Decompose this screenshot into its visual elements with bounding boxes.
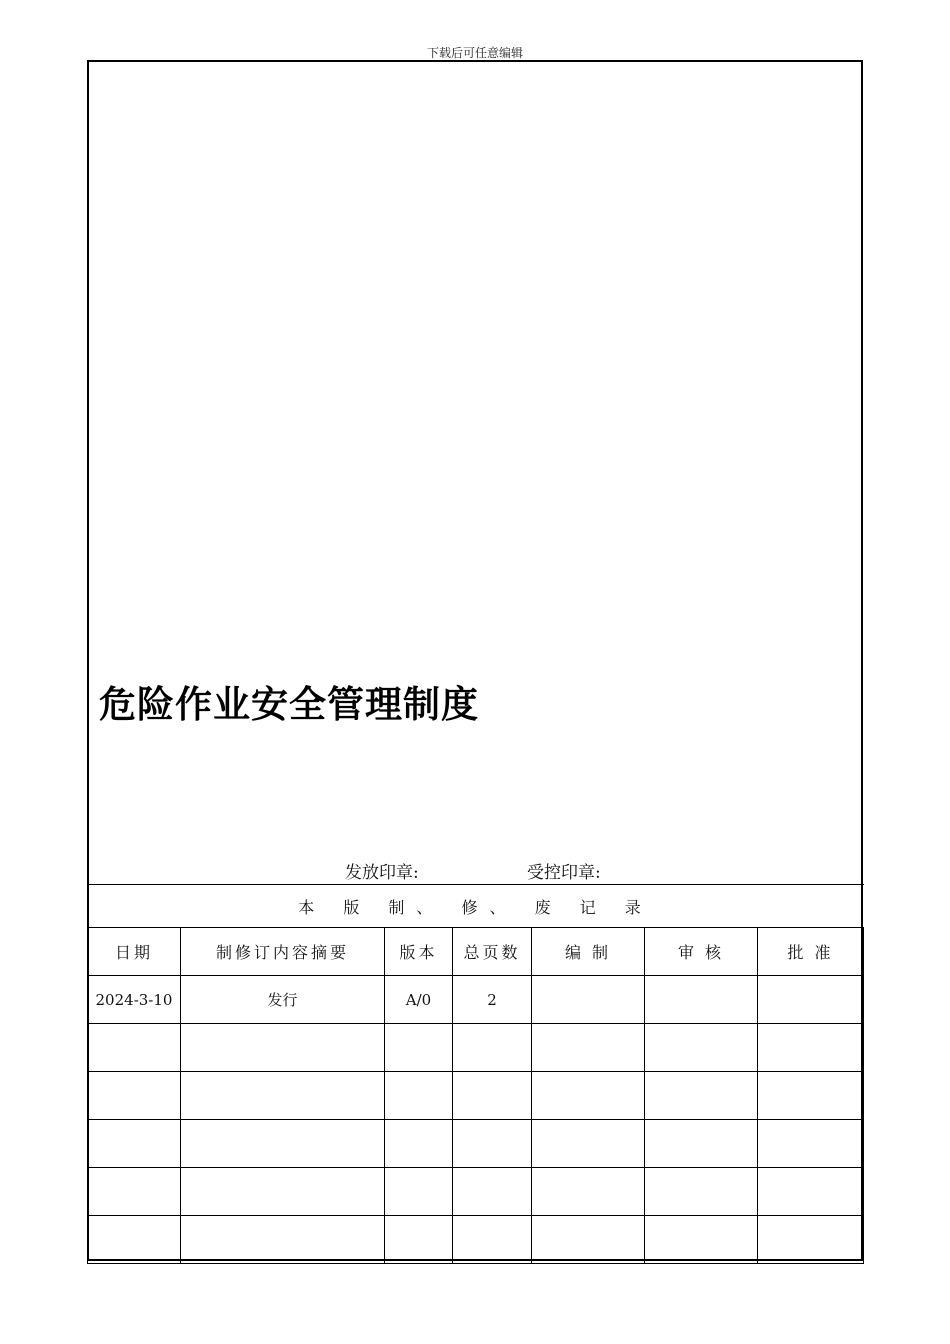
table-header-row [88,928,864,976]
table-cell [181,1024,385,1072]
column-header-summary: 制修订内容摘要 [181,928,385,976]
table-cell [758,1168,864,1216]
table-cell [645,1024,758,1072]
issue-stamp-label: 发放印章: [345,863,419,883]
column-header-prepared: 编 制 [532,928,645,976]
table-cell [453,1168,532,1216]
table-cell [532,1024,645,1072]
column-header-approved: 批 准 [758,928,864,976]
table-cell [532,1216,645,1264]
table-cell [181,1072,385,1120]
table-cell [758,976,864,1024]
table-cell [385,1168,453,1216]
column-header-total-pages: 总页数 [453,928,532,976]
revision-record-table [87,884,864,1264]
table-cell [645,976,758,1024]
table-cell [453,1072,532,1120]
table-cell: A/0 [385,976,453,1024]
table-row [88,1216,864,1264]
table-cell [453,1120,532,1168]
table-cell [88,1168,181,1216]
table-cell [758,1024,864,1072]
table-cell [532,1168,645,1216]
control-stamp-label: 受控印章: [527,863,601,883]
table-cell [88,1216,181,1264]
table-cell: 2 [453,976,532,1024]
page-header-note: 下载后可任意编辑 [426,46,523,60]
column-header-version: 版本 [385,928,453,976]
stamp-area [89,858,861,884]
table-cell [88,1120,181,1168]
table-row [88,1120,864,1168]
document-frame [87,60,863,1261]
table-cell: 发行 [181,976,385,1024]
table-cell [758,1216,864,1264]
table-cell [453,1216,532,1264]
table-row [88,976,864,1024]
table-cell [645,1216,758,1264]
table-cell [385,1216,453,1264]
table-caption-row [88,885,864,928]
table-cell [88,1024,181,1072]
table-cell [385,1120,453,1168]
table-cell [645,1120,758,1168]
table-cell [88,1072,181,1120]
table-cell [181,1168,385,1216]
table-cell [645,1168,758,1216]
table-cell [385,1072,453,1120]
table-cell [181,1120,385,1168]
table-cell: 2024-3-10 [88,976,181,1024]
table-cell [532,1072,645,1120]
table-row [88,1168,864,1216]
table-cell [758,1120,864,1168]
table-cell [532,1120,645,1168]
table-cell [181,1216,385,1264]
table-cell [532,976,645,1024]
document-title: 危险作业安全管理制度 [99,682,479,726]
table-cell [453,1024,532,1072]
table-cell [758,1072,864,1120]
column-header-reviewed: 审 核 [645,928,758,976]
column-header-date: 日期 [88,928,181,976]
table-row [88,1024,864,1072]
table-caption: 本 版 制、 修、 废 记 录 [88,885,864,928]
table-cell [645,1072,758,1120]
table-cell [385,1024,453,1072]
table-row [88,1072,864,1120]
